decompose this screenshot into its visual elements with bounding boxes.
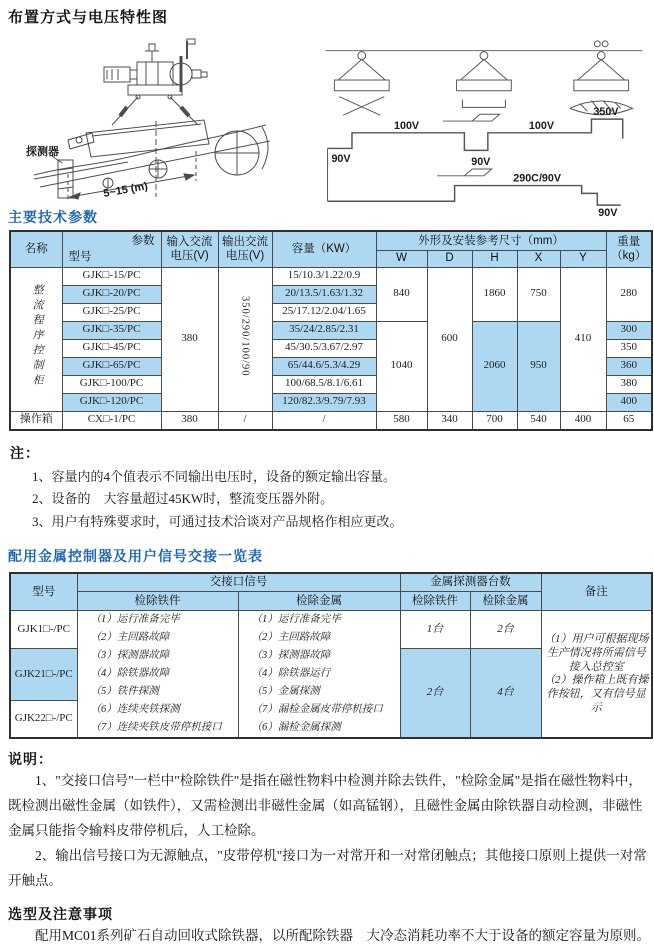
x-cell: 750 <box>517 267 560 321</box>
metal-count-cell: 4台 <box>470 649 541 739</box>
capacity-cell: 120/82.3/9.79/7.93 <box>272 393 376 411</box>
voltage-profile-upper <box>328 119 623 150</box>
col-detector-count: 金属探测器台数 <box>400 573 541 592</box>
iron-signal-list <box>77 611 238 739</box>
selection-heading: 选型及注意事项 <box>8 906 113 923</box>
col-y: Y <box>560 250 606 267</box>
remark-line: （1）用户可根据现场生产情况将所需信号接入总控室 <box>544 633 649 673</box>
signal-table-heading: 配用金属控制器及用户信号交接一览表 <box>8 547 263 564</box>
v290-label: 290C/90V <box>513 172 562 185</box>
signal-item: （5）金属探测 <box>251 686 320 698</box>
v90-right-label: 90V <box>598 206 618 219</box>
col-remark: 备注 <box>541 573 652 611</box>
detector-shape <box>58 160 73 198</box>
distance-label: 5~15 (m) <box>102 180 149 200</box>
motor-shape <box>104 67 130 82</box>
explanation-paragraph: 2、输出信号接口为无源触点，"皮带停机"接口为一对常开和一对常闭触点；其他接口原则上提供一对常开触点。 <box>8 848 647 889</box>
notes-block <box>10 441 648 534</box>
gearbox-shape <box>137 62 173 85</box>
model-cell: GJK□-120/PC <box>62 393 161 411</box>
operator-box-w: 580 <box>376 411 427 430</box>
weight-cell: 400 <box>606 393 652 411</box>
v90-mid-label: 90V <box>471 156 491 169</box>
operator-box-capacity: / <box>272 411 376 430</box>
model-cell: GJK1□-/PC <box>10 611 77 649</box>
iron-count-cell: 2台 <box>400 649 470 739</box>
operator-box-output: / <box>218 411 272 430</box>
model-cell: GJK22□-/PC <box>10 700 77 738</box>
col-model: 型号 <box>10 573 77 611</box>
model-cell: GJK□-15/PC <box>62 267 161 285</box>
col-output-voltage: 输出交流电压(V) <box>218 231 272 267</box>
model-label: 型号 <box>68 251 92 264</box>
col-iron-count: 检除铁件 <box>400 592 470 611</box>
operator-box-x: 540 <box>517 411 560 430</box>
signal-table <box>9 572 653 740</box>
voltage-diagram <box>308 29 654 219</box>
tech-params-heading: 主要技术参数 <box>8 209 98 225</box>
model-cell: GJK21□-/PC <box>10 649 77 701</box>
explanation-block <box>8 749 650 894</box>
signal-item: （6）连续夹铁探测 <box>90 704 180 716</box>
col-h: H <box>472 250 517 267</box>
x-cell: 950 <box>517 321 560 411</box>
h-cell: 1860 <box>472 267 517 321</box>
v100-left-label: 100V <box>394 119 420 132</box>
capacity-cell: 20/13.5/1.63/1.32 <box>272 285 376 303</box>
signal-item: （3）探测器故障 <box>251 650 331 662</box>
col-d: D <box>427 250 472 267</box>
capacity-cell: 35/24/2.85/2.31 <box>272 321 376 339</box>
note-item: 2、设备的 大容量超过45KW时，整流变压器外附。 <box>32 491 334 507</box>
capacity-cell: 65/44.6/5.3/4.29 <box>272 357 376 375</box>
input-voltage-cell: 380 <box>161 267 218 411</box>
col-dimensions: 外形及安装参考尺寸（mm） <box>376 231 606 250</box>
operator-box-model: CX□-1/PC <box>62 411 161 430</box>
page-title: 布置方式与电压特性图 <box>8 9 169 26</box>
col-iron-removal: 检除铁件 <box>77 592 238 611</box>
operator-box-input: 380 <box>161 411 218 430</box>
col-weight: 重量（kg） <box>606 231 652 267</box>
v350-label: 350V <box>593 106 619 119</box>
signal-item: （5）铁件探测 <box>90 686 159 698</box>
w-cell: 840 <box>376 267 427 321</box>
magnet-unit-middle <box>457 52 512 108</box>
operator-box-y: 400 <box>560 411 606 430</box>
capacity-cell: 45/30.5/3.67/2.97 <box>272 339 376 357</box>
operator-box-h: 700 <box>472 411 517 430</box>
iron-count-cell: 1台 <box>400 611 470 649</box>
group-name-text: 整流程序控制柜 <box>31 284 44 390</box>
selection-paragraph: 配用MC01系列矿石自动回收式除铁器，以所配除铁器 大冷态消耗功率不大于设备的额定容量为原则。 <box>35 928 651 944</box>
machine-base-shape <box>128 85 182 95</box>
detector-label: 探测器 <box>26 146 59 158</box>
col-input-voltage: 输入交流电压(V) <box>161 231 218 267</box>
col-x: X <box>517 250 560 267</box>
d-cell: 600 <box>427 267 472 411</box>
weight-cell: 300 <box>606 321 652 339</box>
col-w: W <box>376 250 427 267</box>
model-cell: GJK□-35/PC <box>62 321 161 339</box>
col-metal-removal: 检除金属 <box>238 592 400 611</box>
signal-item: （1）运行准备完毕 <box>251 614 341 626</box>
layout-diagram <box>8 29 308 201</box>
magnet-unit-right <box>570 41 633 115</box>
col-interface-signals: 交接口信号 <box>77 573 400 592</box>
flow-marker-lower <box>437 169 492 176</box>
operator-box-d: 340 <box>427 411 472 430</box>
output-voltage-cell <box>218 267 272 411</box>
col-model-param <box>62 231 161 267</box>
flow-marker-upper <box>443 114 500 121</box>
metal-count-cell: 2台 <box>470 611 541 649</box>
explanation-paragraph: 1、"交接口信号"一栏中"检除铁件"是指在磁性物料中检测并除去铁件，"检除金属"是指在磁性物料中，既检测出磁性金属（如铁件），又需检测出非磁性金属（如高锰钢），且磁性金属由除铁器自动检测，非磁性金属只能指令输料皮带停机后，人工检除。 <box>8 773 643 839</box>
model-cell: GJK□-100/PC <box>62 375 161 393</box>
model-cell: GJK□-65/PC <box>62 357 161 375</box>
remark-line: （2）操作箱上既有操作按钮，又有信号显示 <box>544 674 649 714</box>
param-label: 参数 <box>131 235 155 247</box>
group-name-cell <box>10 267 62 411</box>
remark-cell <box>541 611 652 739</box>
metal-signal-list <box>238 611 400 739</box>
operator-box-name: 操作箱 <box>10 411 62 430</box>
operator-box-weight: 65 <box>606 411 652 430</box>
signal-item: （3）探测器故障 <box>90 650 170 662</box>
weight-cell: 280 <box>606 267 652 321</box>
voltage-profile-lower <box>328 186 621 206</box>
signal-item: （4）除铁器故障 <box>90 668 170 680</box>
magnet-unit-left <box>334 52 389 116</box>
v100-right-label: 100V <box>528 119 555 132</box>
col-metal-count: 检除金属 <box>470 592 541 611</box>
signal-item: （2）主回路故障 <box>251 632 331 644</box>
h-cell: 2060 <box>472 321 517 411</box>
capacity-cell: 15/10.3/1.22/0.9 <box>272 267 376 285</box>
weight-cell: 350 <box>606 339 652 357</box>
signal-item: （4）除铁器运行 <box>251 668 331 680</box>
signal-item: （7）漏检金属皮带停机接口 <box>251 704 383 716</box>
tech-params-table <box>9 230 653 431</box>
signal-item: （6）漏检金属探测 <box>251 722 341 734</box>
notes-label: 注： <box>10 445 40 461</box>
v90-left-label: 90V <box>331 153 351 166</box>
explanation-label: 说明： <box>8 751 53 768</box>
signal-item: （1）运行准备完毕 <box>90 614 180 626</box>
y-cell: 410 <box>560 267 606 411</box>
model-cell: GJK□-20/PC <box>62 285 161 303</box>
col-name: 名称 <box>10 231 62 267</box>
output-voltage-text: 350/290/100/90 <box>239 296 251 377</box>
w-cell: 1040 <box>376 321 427 411</box>
note-item: 1、容量内的4个值表示不同输出电压时，设备的额定输出容量。 <box>32 468 397 484</box>
signal-item: （7）连续夹铁皮带停机接口 <box>90 722 222 734</box>
weight-cell: 380 <box>606 375 652 393</box>
note-item: 3、用户有特殊要求时，可通过技术洽谈对产品规格作相应更改。 <box>32 514 403 529</box>
weight-cell: 360 <box>606 357 652 375</box>
selection-block <box>8 904 650 949</box>
model-cell: GJK□-25/PC <box>62 303 161 321</box>
signal-item: （2）主回路故障 <box>90 632 170 644</box>
model-cell: GJK□-45/PC <box>62 339 161 357</box>
capacity-cell: 100/68.5/8.1/6.61 <box>272 375 376 393</box>
capacity-cell: 25/17.12/2.04/1.65 <box>272 303 376 321</box>
col-capacity: 容量（KW） <box>272 231 376 267</box>
